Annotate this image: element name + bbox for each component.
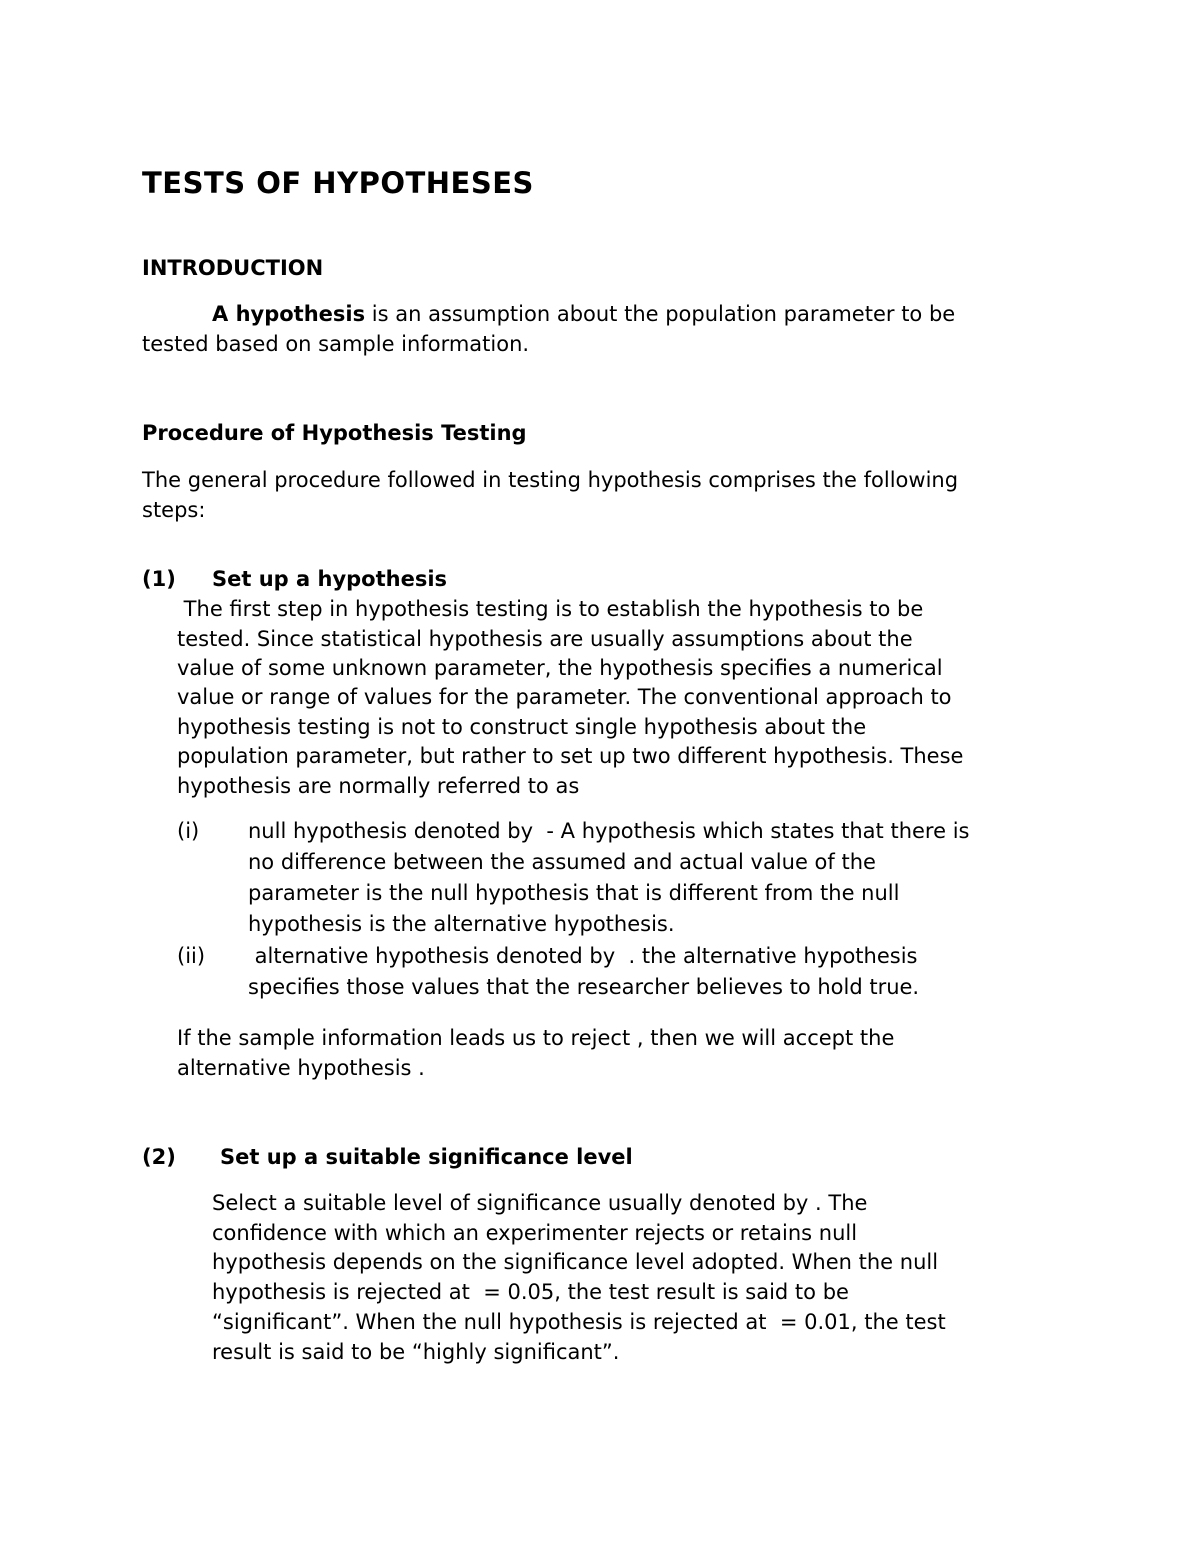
step2-line: result is said to be “highly significant”. <box>212 1340 620 1364</box>
hypothesis-term: A hypothesis <box>212 302 366 326</box>
step1-line: hypothesis are normally referred to as <box>177 774 580 798</box>
item-ii-line: specifies those values that the researcher believes to hold true. <box>248 975 920 999</box>
step2-line: hypothesis is rejected at = 0.05, the test result is said to be <box>212 1280 849 1304</box>
item-i-line: parameter is the null hypothesis that is different from the null <box>248 881 900 905</box>
procedure-intro-line1: The general procedure followed in testing hypothesis comprises the following <box>142 468 959 492</box>
step2-line: “significant”. When the null hypothesis is rejected at = 0.01, the test <box>212 1310 946 1334</box>
step2-number: (2) <box>142 1145 176 1169</box>
hypothesis-definition-line1 <box>212 299 955 329</box>
step1-line: tested. Since statistical hypothesis are usually assumptions about the <box>177 627 913 651</box>
step2-line: hypothesis depends on the significance level adopted. When the null <box>212 1250 939 1274</box>
item-i-label: (i) <box>177 819 200 843</box>
procedure-heading: Procedure of Hypothesis Testing <box>142 421 527 445</box>
procedure-intro-line2: steps: <box>142 498 206 522</box>
hypothesis-definition-text: is an assumption about the population parameter to be <box>365 302 956 326</box>
step1-line: The first step in hypothesis testing is to establish the hypothesis to be <box>177 597 924 621</box>
hypothesis-definition-line2: tested based on sample information. <box>142 332 530 356</box>
step1-number: (1) <box>142 567 176 591</box>
step2-line: confidence with which an experimenter rejects or retains null <box>212 1221 858 1245</box>
step1-line: value of some unknown parameter, the hypothesis specifies a numerical <box>177 656 943 680</box>
item-i-line: null hypothesis denoted by - A hypothesis which states that there is <box>248 819 970 843</box>
item-i-line: hypothesis is the alternative hypothesis. <box>248 912 675 936</box>
step1-line: hypothesis testing is not to construct single hypothesis about the <box>177 715 867 739</box>
document-title: TESTS OF HYPOTHESES <box>142 166 534 200</box>
step1-conclusion-line2: alternative hypothesis . <box>177 1056 425 1080</box>
step2-heading: Set up a suitable significance level <box>220 1145 633 1169</box>
step1-line: population parameter, but rather to set up two different hypothesis. These <box>177 744 964 768</box>
step1-conclusion-line1: If the sample information leads us to reject , then we will accept the <box>177 1026 895 1050</box>
item-i-line: no difference between the assumed and actual value of the <box>248 850 876 874</box>
item-ii-label: (ii) <box>177 944 206 968</box>
introduction-heading: INTRODUCTION <box>142 256 324 280</box>
step2-line: Select a suitable level of significance usually denoted by . The <box>212 1191 868 1215</box>
item-ii-line: alternative hypothesis denoted by . the alternative hypothesis <box>248 944 918 968</box>
step1-line: value or range of values for the parameter. The conventional approach to <box>177 685 952 709</box>
step1-heading: Set up a hypothesis <box>212 567 448 591</box>
